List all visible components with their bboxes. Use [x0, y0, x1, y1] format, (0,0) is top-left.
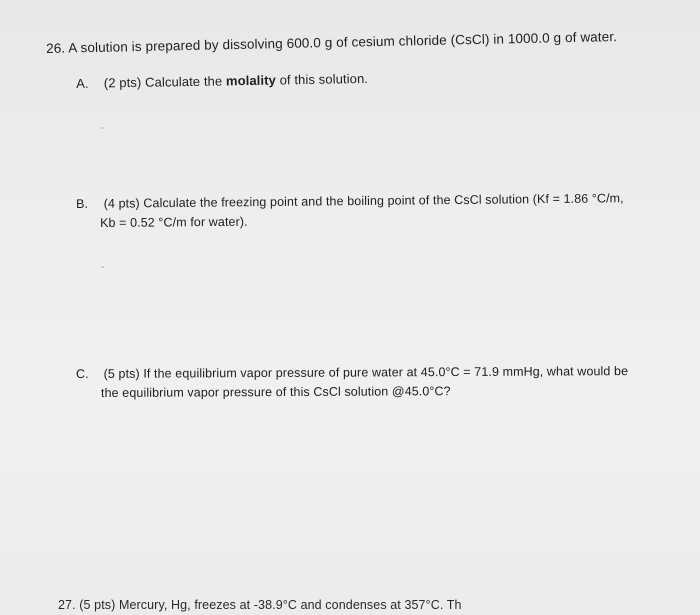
question-number: 26.	[46, 40, 66, 56]
part-c-text-1: (5 pts) If the equilibrium vapor pressure of pure water at 45.0°C = 71.9 mmHg, what would be	[103, 364, 629, 381]
question-27-partial: 27. (5 pts) Mercury, Hg, freezes at -38.9°C and condenses at 357°C. Th	[58, 598, 462, 612]
part-a-text-post: of this solution.	[279, 70, 369, 88]
part-b-label: B.	[76, 196, 89, 211]
part-b-text-1: (4 pts) Calculate the freezing point and the boiling point of the CsCl solution (Kf = 1.86 °C/m,	[103, 191, 624, 211]
part-c-line-2: the equilibrium vapor pressure of this CsCl solution @45.0°C?	[101, 384, 451, 400]
part-b-line-2: Kb = 0.52 °C/m for water).	[100, 214, 248, 230]
part-c-line-1	[76, 364, 628, 381]
part-c-label: C.	[76, 366, 89, 381]
stray-mark	[101, 266, 104, 268]
question-26-stem	[46, 29, 617, 56]
part-a-label: A.	[76, 75, 89, 91]
stray-mark	[101, 127, 104, 129]
question-26-text: A solution is prepared by dissolving 600.0 g of cesium chloride (CsCl) in 1000.0 g of water.	[68, 29, 618, 56]
part-a	[76, 71, 368, 91]
part-a-text-bold: molality	[225, 72, 277, 89]
part-b-line-1	[76, 191, 624, 211]
part-a-text-pre: (2 pts) Calculate the	[103, 73, 223, 91]
